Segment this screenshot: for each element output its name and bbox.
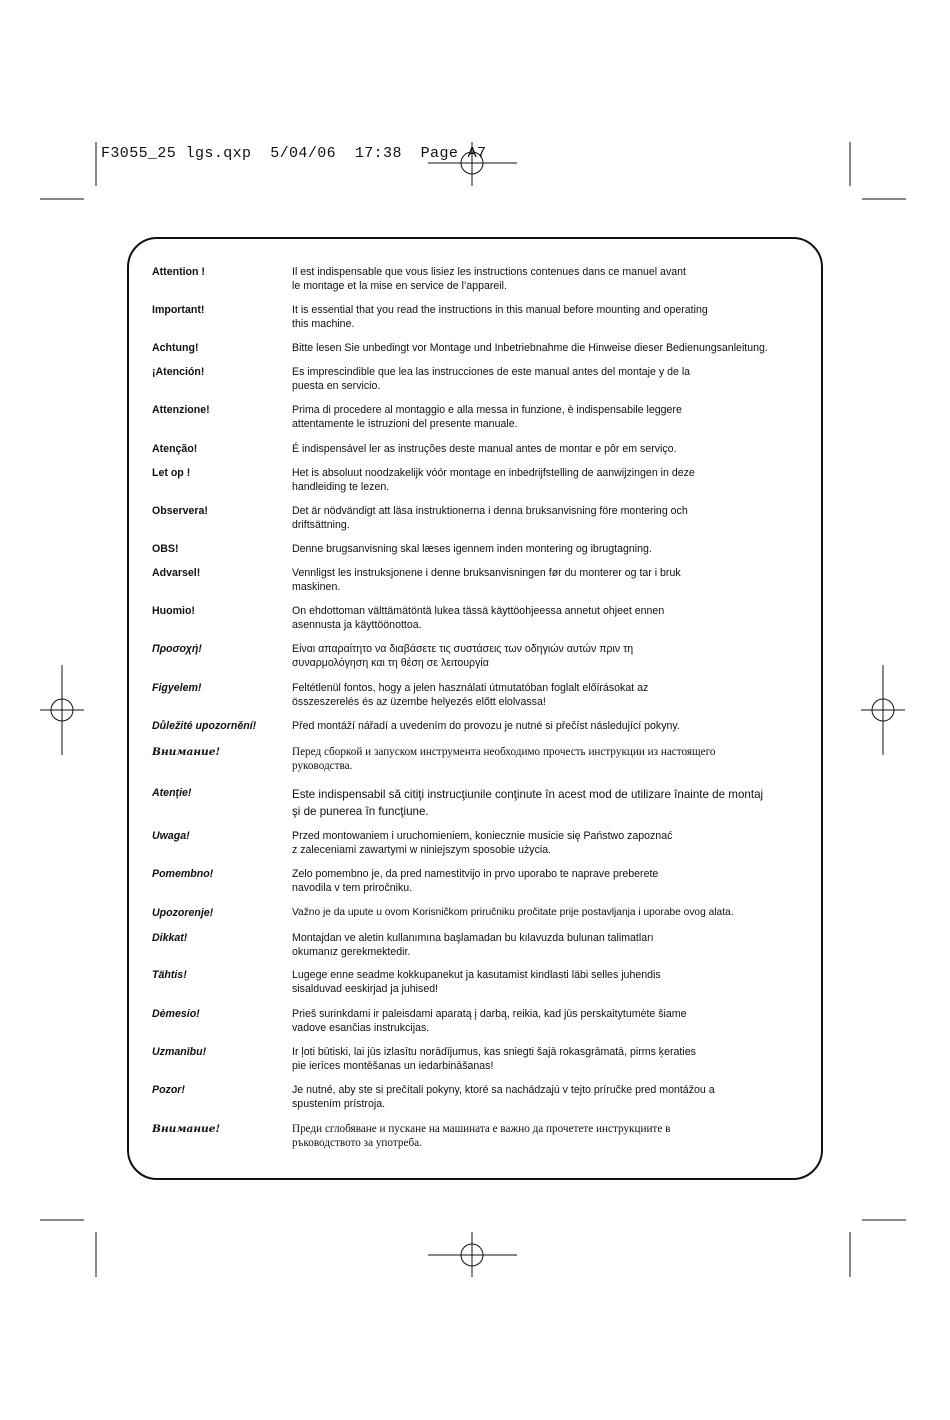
warning-text: Este indispensabil să citiţi instrucţiunile conţinute în acest mod de utilizare înainte de montaj şi de punerea în funcţiune. [292, 788, 764, 818]
warning-text: Denne brugsanvisning skal læses igennem inden montering og ibrugtagning. [292, 543, 652, 555]
registration-mark-left [40, 665, 84, 755]
warning-label: Pomembno! [152, 868, 214, 880]
warning-label: Tähtis! [152, 969, 187, 981]
warning-text: Det är nödvändigt att läsa instruktionerna i denna bruksanvisning före montering och driftsättning. [292, 505, 688, 531]
warning-label: Observera! [152, 505, 208, 517]
warning-label: Pozor! [152, 1084, 185, 1096]
registration-mark-right [861, 665, 905, 755]
warning-text: On ehdottoman välttämätöntä lukea tässä käyttöohjeessa annetut ohjeet ennen asennusta ja käyttöönottoa. [292, 605, 665, 631]
warning-text: Het is absoluut noodzakelijk vóór montage en inbedrijfstelling de aanwijzingen in deze handleiding te lezen. [292, 467, 695, 493]
warning-text: Vennligst les instruksjonene i denne bruksanvisningen før du monterer og tar i bruk maskinen. [292, 567, 681, 593]
warning-label: Uzmanību! [152, 1046, 207, 1058]
warning-label: Внимание! [152, 1123, 221, 1135]
warning-text: Il est indispensable que vous lisiez les instructions contenues dans ce manuel avant le montage et la mise en service de l’appareil. [292, 266, 686, 292]
warning-label: Upozorenje! [152, 907, 214, 919]
warning-label: Внимание! [152, 746, 221, 758]
warning-label: Advarsel! [152, 567, 201, 579]
warning-label: Attention ! [152, 266, 205, 278]
warning-text: Lugege enne seadme kokkupanekut ja kasutamist kindlasti läbi selles juhendis sisalduvad eeskirjad ja juhised! [292, 969, 661, 995]
warning-text: Feltétlenül fontos, hogy a jelen használati útmutatóban foglalt előírásokat az összeszerelés és az üzembe helyezés előtt elolvassa! [292, 682, 649, 708]
warning-label: Důležité upozornění! [152, 720, 257, 732]
registration-mark-top [428, 142, 517, 186]
warning-text: É indispensável ler as instruções deste manual antes de montar e pôr em serviço. [292, 443, 677, 455]
warning-label: Atenção! [152, 443, 198, 455]
warning-label: Achtung! [152, 342, 199, 354]
warning-text: Είναι απαραίτητο να διαβάσετε τις συστάσεις των οδηγιών αυτών πριν τη συναρμολόγηση και τη θέση σε λειτουργία [292, 643, 634, 669]
warning-text: Prieš surinkdami ir paleisdami aparatą į darbą, reikia, kad jūs perskaitytumėte šiame vadove esančias instrukcijas. [292, 1008, 687, 1034]
warning-label: Atenţie! [152, 787, 192, 799]
warning-label: Important! [152, 304, 205, 316]
warning-label: Uwaga! [152, 830, 190, 842]
registration-mark-bottom [428, 1232, 517, 1277]
warning-label: Dikkat! [152, 932, 188, 944]
warning-label: OBS! [152, 543, 179, 555]
warning-text: It is essential that you read the instructions in this manual before mounting and operating this machine. [292, 304, 708, 330]
warning-text: Перед сборкой и запуском инструмента необходимо прочесть инструкции из настоящего руководства. [292, 746, 716, 772]
warning-label: Huomio! [152, 605, 195, 617]
warning-label: ¡Atención! [152, 366, 205, 378]
warning-text: Bitte lesen Sie unbedingt vor Montage und Inbetriebnahme die Hinweise dieser Bedienungsanleitung. [292, 342, 768, 354]
warning-text: Przed montowaniem i uruchomieniem, koniecznie musicie się Państwo zapoznać z zaleceniami zawartymi w niniejszym sposobie użycia. [292, 830, 673, 856]
warning-text: Před montáží nářadí a uvedením do provozu je nutné si přečíst následující pokyny. [292, 720, 680, 732]
warning-text: Montajdan ve aletin kullanımına başlamadan bu kılavuzda bulunan talimatları okumanız gerekmektedir. [292, 932, 654, 958]
warning-text: Ir ļoti būtiski, lai jūs izlasītu norādījumus, kas sniegti šajā rokasgrāmatā, pirms ķeraties pie ierīces montēšanas un iedarbināšanas! [292, 1046, 696, 1072]
warning-text: Преди сглобяване и пускане на машината е важно да прочетете инструкциите в ръководството за употреба. [292, 1123, 671, 1149]
warning-text: Prima di procedere al montaggio e alla messa in funzione, è indispensabile leggere attentamente le istruzioni del presente manuale. [292, 404, 682, 430]
warning-text: Es imprescindible que lea las instrucciones de este manual antes del montaje y de la puesta en servicio. [292, 366, 691, 392]
warning-text: Zelo pomembno je, da pred namestitvijo in prvo uporabo te naprave preberete navodila v tem priročniku. [292, 868, 659, 894]
warning-text: Je nutné, aby ste si prečítali pokyny, ktoré sa nachádzajú v tejto príručke pred montážou a spustením prístroja. [292, 1084, 715, 1110]
warning-label: Let op ! [152, 467, 191, 479]
warning-label: Figyelem! [152, 682, 202, 694]
print-slug: F3055_25 lgs.qxp 5/04/06 17:38 Page A7 [101, 145, 487, 162]
warning-text: Važno je da upute u ovom Korisničkom priručniku pročitate prije postavljanja i uporabe ovog alata. [292, 907, 734, 918]
warning-label: Dėmesio! [152, 1008, 200, 1020]
warning-label: Προσοχή! [152, 643, 202, 655]
warning-label: Attenzione! [152, 404, 210, 416]
